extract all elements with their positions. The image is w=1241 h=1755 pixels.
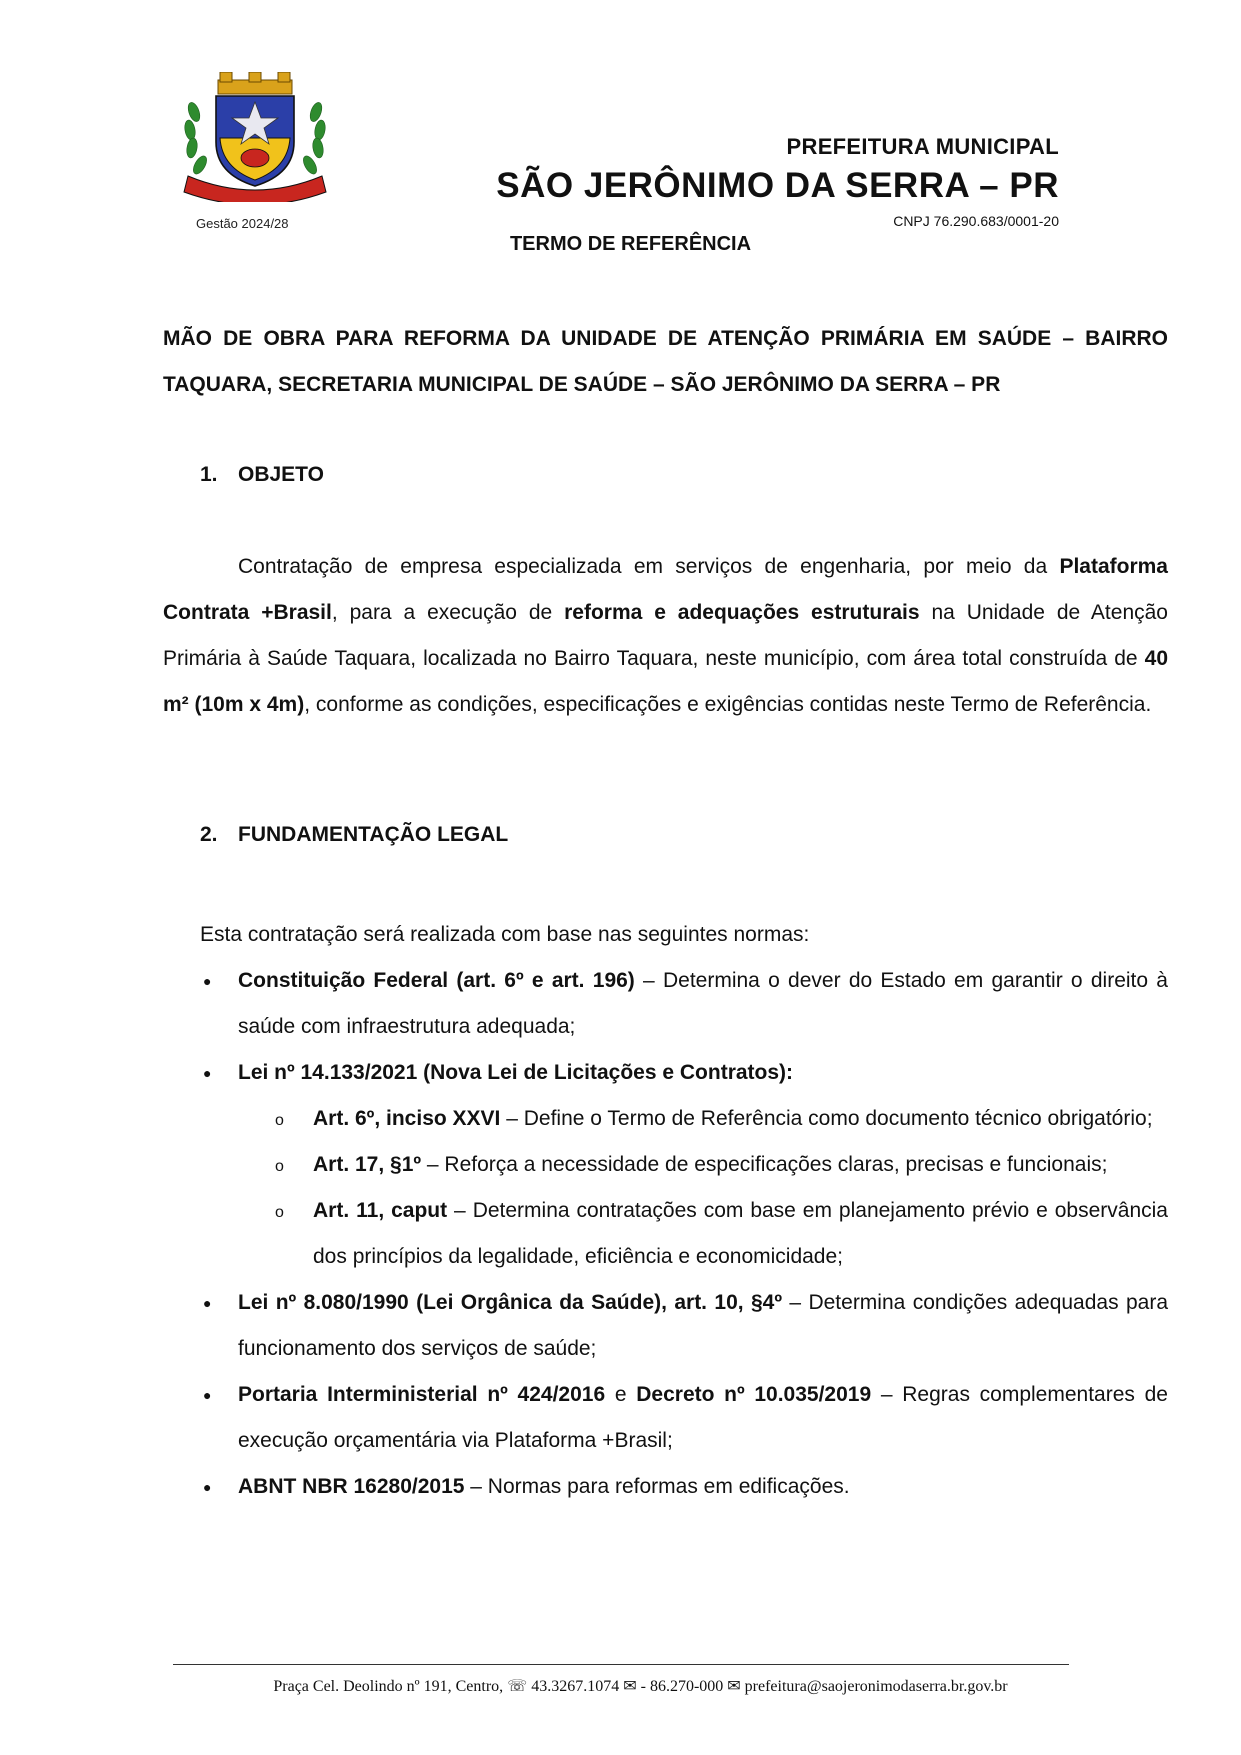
sub-list-item: o Art. 17, §1º – Reforça a necessidade de especificações claras, precisas e funcionais; — [313, 1142, 1168, 1188]
section-number: 1. — [200, 463, 218, 486]
section-title: FUNDAMENTAÇÃO LEGAL — [238, 823, 509, 846]
envelope-icon: ✉ — [623, 1678, 637, 1695]
phone-icon: ☏ — [507, 1678, 528, 1695]
document-title: MÃO DE OBRA PARA REFORMA DA UNIDADE DE ATENÇÃO PRIMÁRIA EM SAÚDE – BAIRRO TAQUARA, SECRETARIA MUNICIPAL DE SAÚDE – SÃO JERÔNIMO DA SERRA – PR — [163, 327, 1168, 396]
sub-list — [275, 1096, 1168, 1280]
cnpj-label: CNPJ 76.290.683/0001-20 — [893, 213, 1059, 229]
circle-bullet-icon: o — [275, 1204, 284, 1221]
section-title: OBJETO — [238, 463, 324, 486]
mailbox-icon: ✉ — [727, 1678, 741, 1695]
list-item: ● Portaria Interministerial nº 424/2016 e Decreto nº 10.035/2019 – Regras complementares de execução orçamentária via Plataforma +Brasil; — [238, 1372, 1168, 1464]
footer-divider — [173, 1664, 1069, 1665]
municipal-crest-logo — [180, 72, 330, 202]
list-item: ● Lei nº 8.080/1990 (Lei Orgânica da Saúde), art. 10, §4º – Determina condições adequadas para funcionamento dos serviços de saúde; — [238, 1280, 1168, 1372]
city-heading: SÃO JERÔNIMO DA SERRA – PR — [496, 166, 1059, 205]
list-item: ● ABNT NBR 16280/2015 – Normas para reformas em edificações. — [238, 1464, 1168, 1510]
list-item: ● Constituição Federal (art. 6º e art. 196) – Determina o dever do Estado em garantir o direito à saúde com infraestrutura adequada; — [238, 958, 1168, 1050]
section-1-heading — [200, 452, 324, 498]
footer-address: Praça Cel. Deolindo nº 191, Centro, ☏ 43.3267.1074 ✉ - 86.270-000 ✉ prefeitura@saojeronimodaserra.br.gov.br — [273, 1678, 1008, 1695]
bullet-icon: ● — [203, 1295, 212, 1311]
bullet-icon: ● — [203, 1479, 212, 1495]
list-item: ● Lei nº 14.133/2021 (Nova Lei de Licitações e Contratos): o Art. 6º, inciso XXVI – Define o Termo de Referência como documento técnico obrigatório; o Art. 17, §1º – Reforça a necessidade de especificações claras, precisas e funcionais; o Art. 11, caput – Determina contratações com base em planejamento prévio e observância dos princípios da legalidade, eficiência e economicidade; — [238, 1050, 1168, 1280]
document-type-heading: TERMO DE REFERÊNCIA — [509, 233, 752, 255]
section-2-heading — [200, 812, 508, 858]
sub-list-item: o Art. 11, caput – Determina contratações com base em planejamento prévio e observância dos princípios da legalidade, eficiência e economicidade; — [313, 1188, 1168, 1280]
bullet-icon: ● — [203, 973, 212, 989]
email-link[interactable]: prefeitura@saojeronimodaserra.br.gov.br — [744, 1678, 1008, 1695]
bullet-icon: ● — [203, 1065, 212, 1081]
legal-basis-list — [203, 958, 1169, 1510]
circle-bullet-icon: o — [275, 1112, 284, 1129]
objeto-paragraph: Contratação de empresa especializada em serviços de engenharia, por meio da Plataforma Contrata +Brasil, para a execução de reforma e adequações estruturais na Unidade de Atenção Primária à Saúde Taquara, localizada no Bairro Taquara, neste município, com área total construída de 40 m² (10m x 4m), conforme as condições, especificações e exigências contidas neste Termo de Referência. — [163, 555, 1168, 716]
sub-list-item: o Art. 6º, inciso XXVI – Define o Termo de Referência como documento técnico obrigatório; — [313, 1096, 1168, 1142]
gestao-label: Gestão 2024/28 — [196, 216, 289, 231]
circle-bullet-icon: o — [275, 1158, 284, 1175]
section-number: 2. — [200, 823, 218, 846]
legal-intro: Esta contratação será realizada com base nas seguintes normas: — [200, 923, 810, 946]
prefeitura-heading: PREFEITURA MUNICIPAL — [786, 134, 1059, 159]
bullet-icon: ● — [203, 1387, 212, 1403]
